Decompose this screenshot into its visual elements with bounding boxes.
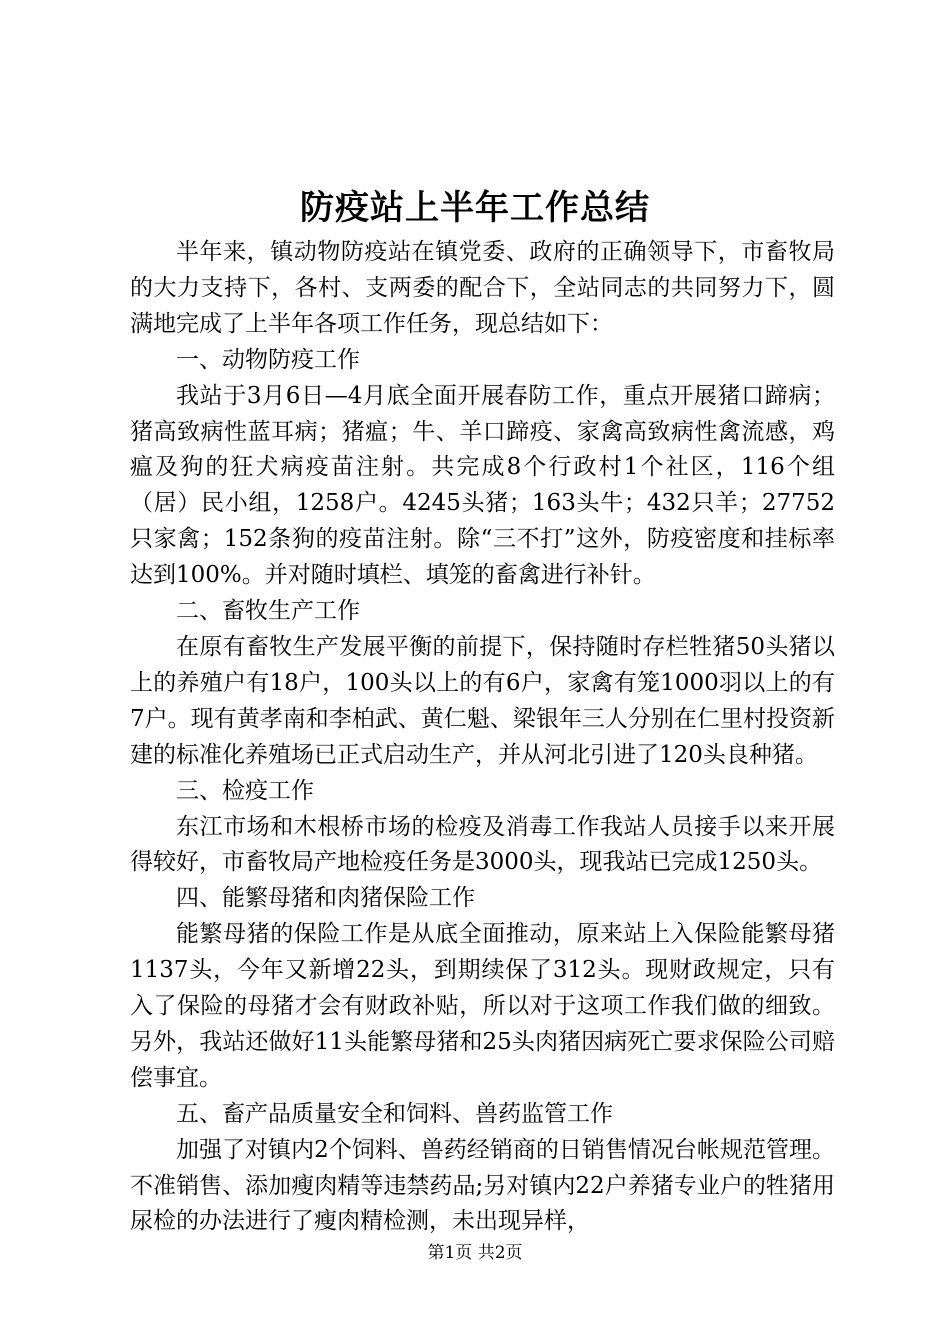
section-heading-1: 一、动物防疫工作 — [176, 346, 360, 373]
section-heading-2: 二、畜牧生产工作 — [176, 598, 360, 625]
intro-paragraph: 半年来，镇动物防疫站在镇党委、政府的正确领导下，市畜牧局的大力支持下，各村、支两委的配合下，全站同志的共同努力下，圆满地完成了上半年各项工作任务，现总结如下： — [130, 239, 835, 337]
section-paragraph-5: 加强了对镇内2个饲料、兽药经销商的日销售情况台帐规范管理。不准销售、添加瘦肉精等违禁药品;另对镇内22户养猪专业户的牲猪用尿检的办法进行了瘦肉精检测，未出现异样， — [130, 1136, 835, 1235]
section-paragraph-2: 在原有畜牧生产发展平衡的前提下，保持随时存栏牲猪50头猪以上的养殖户有18户，100头以上的有6户，家禽有笼1000羽以上的有7户。现有黄孝南和李柏武、黄仁魁、梁银年三人分别在仁里村投资新建的标准化养殖场已正式启动生产，并从河北引进了120头良种猪。 — [130, 633, 835, 768]
page-footer: 第1页 共2页 — [427, 1243, 523, 1263]
section-heading-3: 三、检疫工作 — [176, 777, 314, 804]
section-paragraph-4: 能繁母猪的保险工作是从底全面推动，原来站上入保险能繁母猪1137头，今年又新增22头，到期续保了312头。现财政规定，只有入了保险的母猪才会有财政补贴，所以对于这项工作我们做的细致。另外，我站还做好11头能繁母猪和25头肉猪因病死亡要求保险公司赔偿事宜。 — [130, 921, 835, 1091]
section-heading-5: 五、畜产品质量安全和饲料、兽药监管工作 — [176, 1100, 613, 1127]
section-paragraph-3: 东江市场和木根桥市场的检疫及消毒工作我站人员接手以来开展得较好，市畜牧局产地检疫任务是3000头，现我站已完成1250头。 — [130, 813, 835, 876]
section-paragraph-1: 我站于3月6日—4月底全面开展春防工作，重点开展猪口蹄病；猪高致病性蓝耳病；猪瘟；牛、羊口蹄疫、家禽高致病性禽流感，鸡瘟及狗的狂犬病疫苗注射。共完成8个行政村1个社区，116个组（居）民小组，1258户。4245头猪；163头牛；432只羊；27752只家禽；152条狗的疫苗注射。除“三不打”这外，防疫密度和挂标率达到100%。并对随时填栏、填笼的畜禽进行补针。 — [130, 382, 835, 589]
document-body — [130, 235, 835, 1240]
page-title: 防疫站上半年工作总结 — [300, 188, 650, 228]
section-heading-4: 四、能繁母猪和肉猪保险工作 — [176, 885, 475, 912]
